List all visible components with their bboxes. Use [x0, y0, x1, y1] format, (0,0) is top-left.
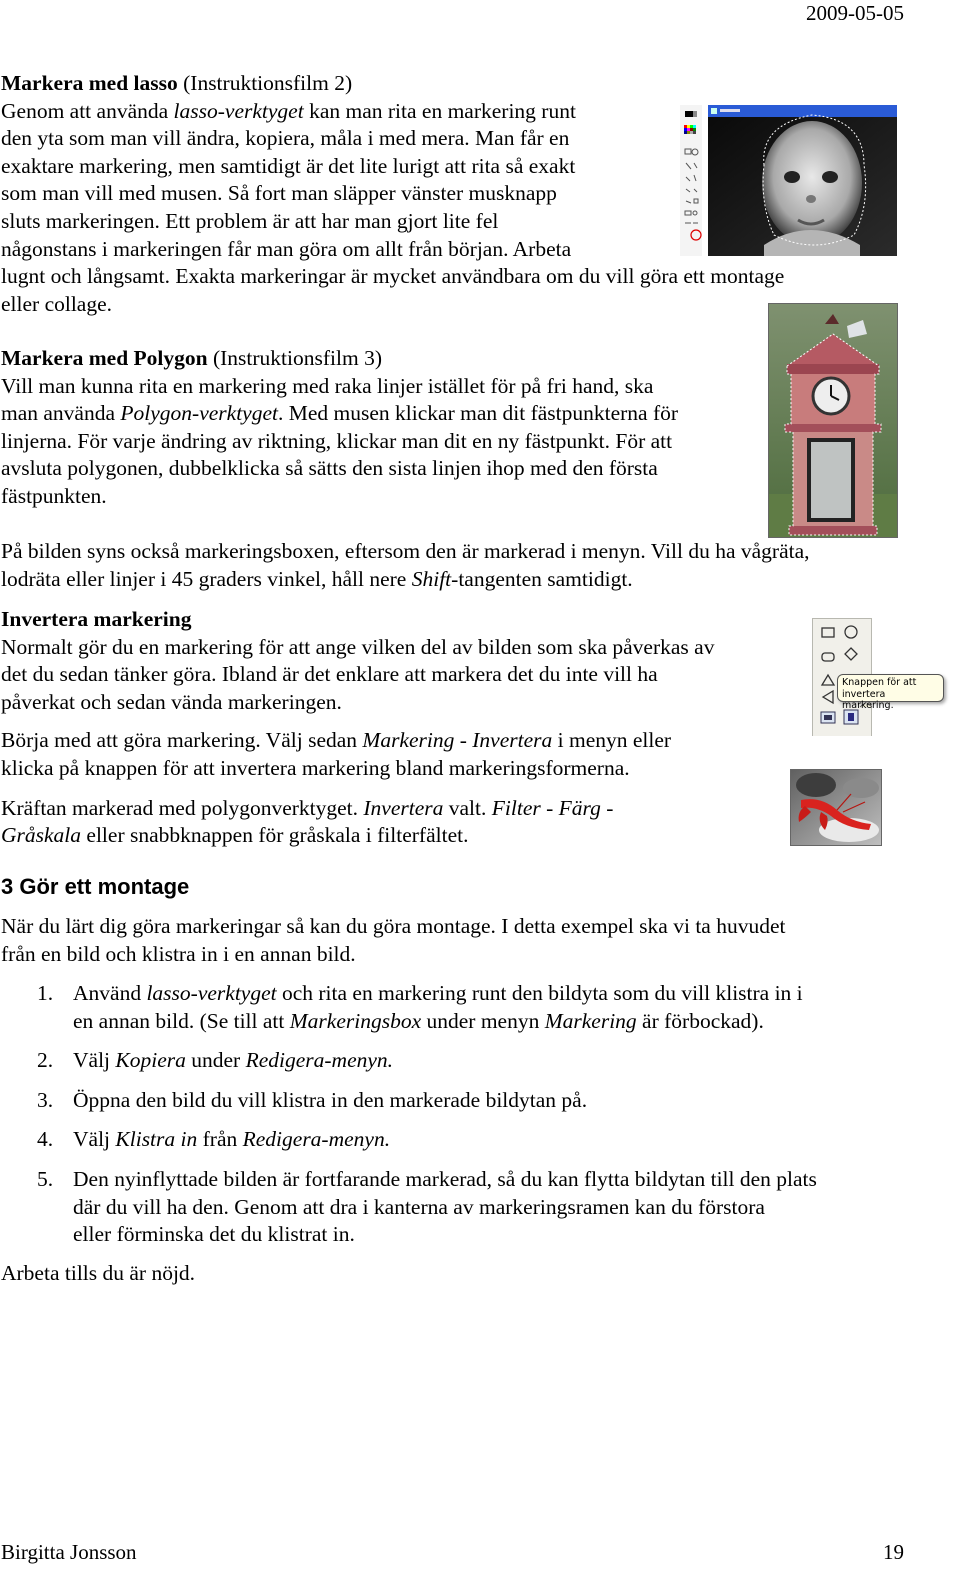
lasso-heading — [1, 70, 352, 98]
montage-title: 3 Gör ett montage — [1, 874, 190, 899]
tooltip-line-2: invertera markering. — [842, 688, 894, 711]
italic-term: Redigera-menyn. — [245, 1048, 394, 1073]
text-line: man använda Polygon-verktyget. Med musen klickar man dit fästpunkterna för — [1, 401, 679, 426]
text-line: sluts markeringen. Ett problem är att har man gjort lite fel — [1, 208, 499, 233]
italic-term: lasso-verktyget — [146, 981, 277, 1005]
lobster-screenshot — [790, 769, 882, 846]
text-line: Normalt gör du en markering för att ange vilken del av bilden som ska påverkas av — [1, 634, 715, 659]
step-text — [73, 1087, 941, 1115]
step-text — [73, 1166, 941, 1249]
lasso-screenshot-graphic — [680, 105, 897, 256]
footer-page-number: 19 — [883, 1540, 904, 1564]
italic-term: Klistra in — [115, 1127, 198, 1152]
italic-term: Redigera-menyn. — [242, 1127, 391, 1152]
invert-title: Invertera markering — [1, 607, 192, 631]
text-line: Välj Klistra in från Redigera-menyn. — [73, 1127, 391, 1152]
text-line: linjerna. För varje ändring av riktning, klickar man dit en ny fästpunkt. För att — [1, 428, 673, 453]
step-4 — [1, 1126, 941, 1154]
polygon-heading — [1, 345, 382, 373]
text-line: Börja med att göra markering. Välj sedan Markering - Invertera i menyn eller — [1, 728, 672, 752]
italic-term: Filter - Färg - — [491, 795, 614, 820]
italic-term: Markering — [544, 1008, 637, 1033]
tooltip-line-1: Knappen för att — [842, 677, 917, 688]
text-line: Genom att använda lasso-verktyget kan man rita en markering runt — [1, 98, 576, 123]
italic-term: Markeringsbox — [289, 1008, 422, 1033]
invert-paragraph-2 — [1, 727, 671, 782]
step-5 — [1, 1166, 941, 1249]
step-number: 1. — [37, 981, 54, 1005]
lasso-screenshot — [680, 105, 897, 256]
invert-tooltip — [837, 674, 944, 711]
text-line: Vill man kunna rita en markering med raka linjer istället för på fri hand, ska — [1, 373, 654, 398]
polygon-paragraph-2 — [1, 538, 810, 593]
polygon-title-suffix: (Instruktionsfilm 3) — [207, 346, 382, 370]
italic-term: Invertera — [363, 795, 444, 820]
step-number: 2. — [37, 1048, 54, 1073]
footer-author: Birgitta Jonsson — [1, 1540, 137, 1564]
text-line: från en bild och klistra in i en annan bild. — [1, 941, 356, 966]
polygon-screenshot — [768, 303, 898, 538]
text-line: Använd lasso-verktyget och rita en markering runt den bildyta som du vill klistra in i — [73, 981, 803, 1005]
text-line: Öppna den bild du vill klistra in den markerade bildytan på. — [73, 1087, 588, 1112]
text-line: lugnt och långsamt. Exakta markeringar är mycket användbara om du vill göra ett montage — [1, 264, 785, 289]
text-line: det du sedan tänker göra. Ibland är det enklare att markera det du inte vill ha — [1, 662, 658, 687]
text-line: som man vill med musen. Så fort man släpper vänster musknapp — [1, 181, 557, 206]
text-line: avsluta polygonen, dubbelklicka så sätts den sista linjen ihop med den första — [1, 456, 658, 481]
text-line: Den nyinflyttade bilden är fortfarande markerad, så du kan flytta bildytan till den plats — [73, 1166, 817, 1191]
step-number: 3. — [37, 1087, 54, 1112]
text-line: eller förminska det du klistrat in. — [73, 1222, 355, 1247]
text-line: eller collage. — [1, 291, 113, 316]
text-line: På bilden syns också markeringsboxen, eftersom den är markerad i menyn. Vill du ha vågräta, — [1, 539, 810, 563]
step-text — [73, 1126, 941, 1154]
invert-screenshot — [812, 614, 952, 736]
polygon-screenshot-graphic — [769, 304, 897, 537]
step-number: 4. — [37, 1127, 54, 1152]
montage-steps — [1, 980, 941, 1261]
lasso-title-suffix: (Instruktionsfilm 2) — [177, 71, 353, 95]
text-line: Gråskala eller snabbknappen för gråskala i filterfältet. — [1, 823, 469, 848]
page-date: 2009-05-05 — [806, 1, 904, 25]
montage-outro: Arbeta tills du är nöjd. — [1, 1261, 196, 1285]
text-line: klicka på knappen för att invertera markering bland markeringsformerna. — [1, 755, 630, 780]
text-line: påverkat och sedan vända markeringen. — [1, 689, 342, 714]
step-3 — [1, 1087, 941, 1115]
text-line: Välj Kopiera under Redigera-menyn. — [73, 1048, 394, 1073]
lasso-paragraph — [1, 98, 784, 319]
step-text — [73, 980, 941, 1035]
polygon-title: Markera med Polygon — [1, 346, 208, 370]
polygon-paragraph — [1, 373, 678, 511]
step-2 — [1, 1047, 941, 1075]
italic-term: lasso-verktyget — [173, 98, 304, 123]
text-line: Kräftan markerad med polygonverktyget. Invertera valt. Filter - Färg - — [1, 795, 614, 820]
step-1 — [1, 980, 941, 1035]
invert-paragraph-1 — [1, 634, 714, 717]
invert-paragraph-3 — [1, 795, 613, 850]
text-line: lodräta eller linjer i 45 graders vinkel, håll nere Shift-tangenten samtidigt. — [1, 566, 633, 591]
italic-term: Gråskala — [1, 823, 82, 848]
italic-term: Kopiera — [115, 1048, 186, 1073]
text-line: någonstans i markeringen får man göra om allt från början. Arbeta — [1, 236, 572, 261]
step-text — [73, 1047, 941, 1075]
text-line: När du lärt dig göra markeringar så kan du göra montage. I detta exempel ska vi ta huvudet — [1, 914, 786, 938]
step-number: 5. — [37, 1166, 54, 1191]
text-line: fästpunkten. — [1, 483, 107, 508]
lasso-title: Markera med lasso — [1, 71, 178, 95]
text-line: där du vill ha den. Genom att dra i kanterna av markeringsramen kan du förstora — [73, 1194, 765, 1219]
lobster-screenshot-graphic — [791, 770, 881, 845]
italic-term: Shift — [411, 566, 452, 591]
italic-term: Polygon-verktyget — [120, 401, 278, 426]
text-line: den yta som man vill ändra, kopiera, måla i med mera. Man får en — [1, 126, 570, 151]
text-line: en annan bild. (Se till att Markeringsbox under menyn Markering är förbockad). — [73, 1008, 764, 1033]
montage-intro — [1, 913, 785, 968]
italic-term: Markering - Invertera — [362, 728, 553, 752]
text-line: exaktare markering, men samtidigt är det lite lurigt att rita så exakt — [1, 153, 576, 178]
